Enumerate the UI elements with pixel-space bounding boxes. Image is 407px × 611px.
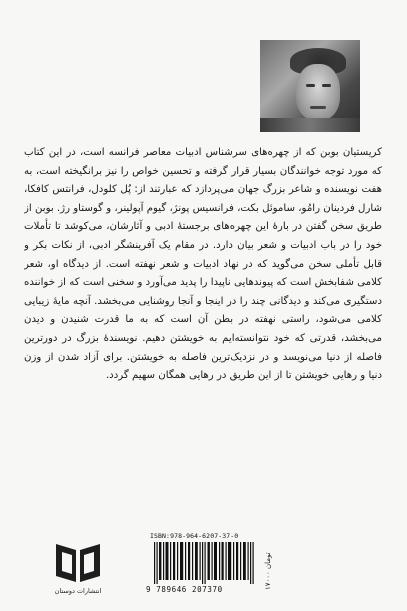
- author-photo-shirt: [260, 118, 360, 132]
- price-label: ۱۷۰۰۰ تومان: [264, 552, 272, 590]
- author-photo-eye: [306, 84, 315, 87]
- author-photo-face: [296, 64, 340, 120]
- publisher-logo-icon: [50, 540, 106, 594]
- barcode-number: 9 789646 207370: [146, 585, 223, 594]
- author-photo-mouth: [310, 106, 326, 109]
- author-photo: [260, 40, 360, 132]
- barcode-icon: [152, 542, 256, 584]
- blurb-text: کریستیان بوبن که از چهره‌های سرشناس ادبیات معاصر فرانسه است، در این کتاب که مورد توجه خوانندگان بسیار قرار گرفته و تحسین خواص را نیز برانگیخته است، به هفت نویسنده و شاعر بزرگ جهان می‌پردازد که عبارتند از: پُل کلودل، فرانتس کافکا، شارل فردینان رامُو، ساموئل بکت، فرانسیس پونژ، گیوم آپولینر، و گوستاو رژ. بوبن از طریق سخن گفتن در بارهٔ این چهره‌های برجستهٔ ادبی و آثارشان، می‌کوشد تا تأملات خود را در باب ادبیات و شعر بیان دارد. در مقام یک آفرینشگر ادبی، از نکات بکر و قابل تأملی سخن می‌گوید که در نهاد ادبیات و شعر نهفته است. از دیدگاه او، شعر کلامی شفابخش است که پیوندهایی ناپیدا را پدید می‌آورد و سخنی است که از خواننده دستگیری می‌کند و دیدگانی چند را در اینجا و آنجا روشنایی می‌بخشد. آنچه مایهٔ زیبایی کلامی می‌شود، راستی نهفته در بطن آن است که به ما قدرت شنیدن و دیدن می‌بخشد، قدرتی که خود نتوانسته‌ایم به خویشتن دهیم. نویسندهٔ بزرگ در دورترین فاصله از دنیا می‌نویسد و در نزدیک‌ترین فاصله به خویشتن. برای آزاد شدن از وزن دنیا و رهایی خویشتن تا از این طریق در رهایی همگان سهیم گردد.: [24, 147, 382, 382]
- isbn-label: ISBN:978-964-6207-37-0: [150, 532, 239, 540]
- author-photo-eye: [322, 84, 331, 87]
- publisher-name: انتشارات دوستان: [54, 587, 102, 595]
